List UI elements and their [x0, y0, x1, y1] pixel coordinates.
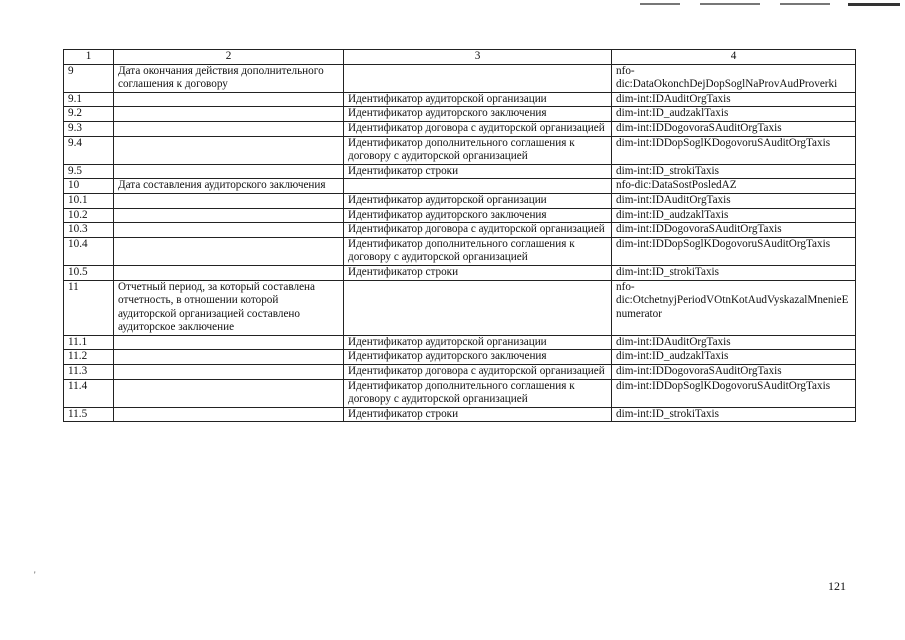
top-rule	[640, 3, 680, 5]
row-dimension: Идентификатор аудиторской организации	[344, 193, 612, 208]
row-dimension: Идентификатор аудиторского заключения	[344, 107, 612, 122]
row-number: 11.4	[64, 379, 114, 407]
row-code: dim-int:ID_strokiTaxis	[612, 164, 856, 179]
row-number: 10.4	[64, 237, 114, 265]
row-name	[114, 379, 344, 407]
top-rule	[700, 3, 760, 5]
row-dimension: Идентификатор аудиторского заключения	[344, 350, 612, 365]
top-rule	[780, 3, 830, 5]
row-name	[114, 265, 344, 280]
row-code: nfo-dic:DataOkonchDejDopSoglNaProvAudProverki	[612, 64, 856, 92]
row-number: 10.2	[64, 208, 114, 223]
row-code: nfo-dic:DataSostPosledAZ	[612, 179, 856, 194]
row-dimension: Идентификатор дополнительного соглашения к договору с аудиторской организацией	[344, 136, 612, 164]
row-dimension: Идентификатор строки	[344, 265, 612, 280]
row-dimension: Идентификатор договора с аудиторской организацией	[344, 223, 612, 238]
row-name: Дата окончания действия дополнительного соглашения к договору	[114, 64, 344, 92]
table-row	[64, 193, 856, 208]
table-row	[64, 237, 856, 265]
column-header: 1	[64, 50, 114, 65]
row-dimension	[344, 179, 612, 194]
column-header: 3	[344, 50, 612, 65]
row-name	[114, 237, 344, 265]
row-number: 9	[64, 64, 114, 92]
row-number: 10	[64, 179, 114, 194]
row-number: 11.3	[64, 365, 114, 380]
table-row	[64, 335, 856, 350]
row-name	[114, 208, 344, 223]
table-row	[64, 121, 856, 136]
row-name	[114, 121, 344, 136]
row-code: dim-int:IDDogovoraSAuditOrgTaxis	[612, 121, 856, 136]
row-dimension: Идентификатор аудиторской организации	[344, 335, 612, 350]
column-header: 2	[114, 50, 344, 65]
row-number: 9.1	[64, 92, 114, 107]
row-name: Отчетный период, за который составлена отчетность, в отношении которой аудиторской организацией составлено аудиторское заключение	[114, 280, 344, 335]
table-body	[64, 64, 856, 422]
row-number: 10.3	[64, 223, 114, 238]
row-name	[114, 107, 344, 122]
table-row	[64, 92, 856, 107]
row-code: dim-int:IDAuditOrgTaxis	[612, 193, 856, 208]
row-name	[114, 92, 344, 107]
top-rule	[848, 3, 900, 6]
table-row	[64, 407, 856, 422]
table-row	[64, 208, 856, 223]
row-number: 9.4	[64, 136, 114, 164]
taxonomy-table	[63, 49, 856, 422]
table-row	[64, 64, 856, 92]
row-name	[114, 335, 344, 350]
table-row	[64, 107, 856, 122]
row-code: dim-int:IDDogovoraSAuditOrgTaxis	[612, 365, 856, 380]
row-code: dim-int:ID_audzaklTaxis	[612, 350, 856, 365]
row-code: dim-int:IDDogovoraSAuditOrgTaxis	[612, 223, 856, 238]
row-code: dim-int:IDDopSoglKDogovoruSAuditOrgTaxis	[612, 136, 856, 164]
row-number: 11.1	[64, 335, 114, 350]
row-code: dim-int:ID_audzaklTaxis	[612, 208, 856, 223]
row-number: 9.5	[64, 164, 114, 179]
table-row	[64, 365, 856, 380]
row-dimension: Идентификатор аудиторского заключения	[344, 208, 612, 223]
row-number: 11	[64, 280, 114, 335]
row-code: dim-int:IDDopSoglKDogovoruSAuditOrgTaxis	[612, 379, 856, 407]
row-dimension: Идентификатор договора с аудиторской организацией	[344, 121, 612, 136]
table-row	[64, 179, 856, 194]
table-row	[64, 379, 856, 407]
row-dimension: Идентификатор строки	[344, 407, 612, 422]
row-code: nfo-dic:OtchetnyjPeriodVOtnKotAudVyskazalMnenieEnumerator	[612, 280, 856, 335]
row-dimension	[344, 280, 612, 335]
table-row	[64, 280, 856, 335]
row-dimension: Идентификатор аудиторской организации	[344, 92, 612, 107]
row-name	[114, 365, 344, 380]
row-code: dim-int:IDAuditOrgTaxis	[612, 92, 856, 107]
row-dimension: Идентификатор дополнительного соглашения к договору с аудиторской организацией	[344, 237, 612, 265]
row-name	[114, 407, 344, 422]
row-code: dim-int:IDAuditOrgTaxis	[612, 335, 856, 350]
row-dimension: Идентификатор договора с аудиторской организацией	[344, 365, 612, 380]
row-code: dim-int:IDDopSoglKDogovoruSAuditOrgTaxis	[612, 237, 856, 265]
row-number: 9.2	[64, 107, 114, 122]
table-header-row	[64, 50, 856, 65]
table-row	[64, 136, 856, 164]
table-row	[64, 223, 856, 238]
row-number: 10.1	[64, 193, 114, 208]
table-row	[64, 350, 856, 365]
page-number: 121	[828, 579, 846, 593]
row-dimension	[344, 64, 612, 92]
row-name	[114, 350, 344, 365]
row-number: 11.2	[64, 350, 114, 365]
row-dimension: Идентификатор строки	[344, 164, 612, 179]
row-code: dim-int:ID_strokiTaxis	[612, 265, 856, 280]
row-number: 9.3	[64, 121, 114, 136]
row-name	[114, 193, 344, 208]
margin-mark: '	[34, 570, 36, 580]
row-code: dim-int:ID_audzaklTaxis	[612, 107, 856, 122]
table-row	[64, 164, 856, 179]
row-number: 11.5	[64, 407, 114, 422]
row-name	[114, 136, 344, 164]
table-row	[64, 265, 856, 280]
row-number: 10.5	[64, 265, 114, 280]
row-name	[114, 164, 344, 179]
row-dimension: Идентификатор дополнительного соглашения к договору с аудиторской организацией	[344, 379, 612, 407]
row-code: dim-int:ID_strokiTaxis	[612, 407, 856, 422]
row-name	[114, 223, 344, 238]
row-name: Дата составления аудиторского заключения	[114, 179, 344, 194]
column-header: 4	[612, 50, 856, 65]
